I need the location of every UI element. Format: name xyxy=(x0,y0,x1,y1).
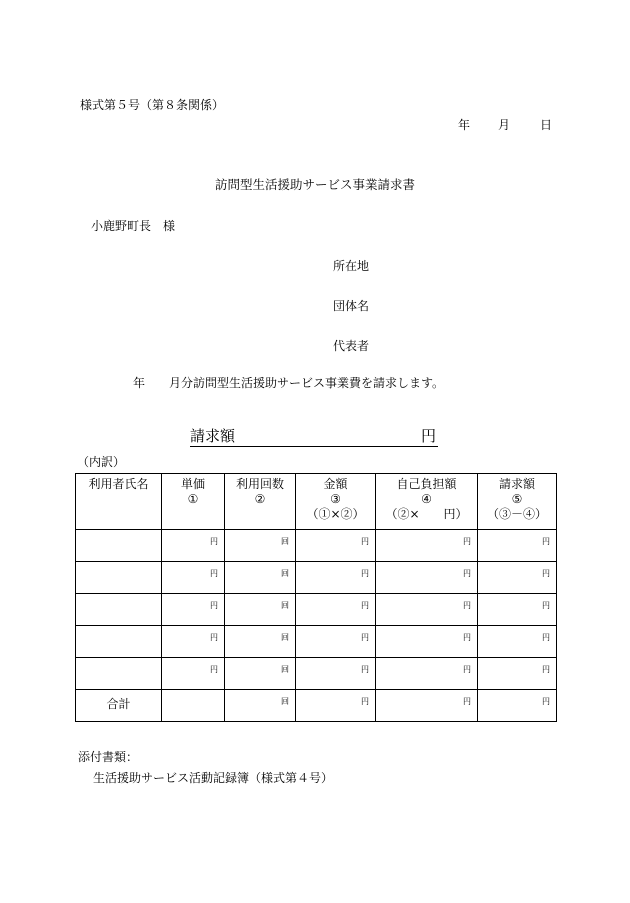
breakdown-label: （内訳） xyxy=(77,455,126,469)
table-cell-unit: 円 xyxy=(296,658,376,690)
date-day: 日 xyxy=(540,118,553,132)
table-cell-unit: 円 xyxy=(478,594,557,626)
table-cell-unit: 回 xyxy=(225,562,296,594)
column-header xyxy=(296,474,376,530)
table-cell-unit: 円 xyxy=(162,594,225,626)
total-cell-unit: 円 xyxy=(478,690,557,722)
table-cell-unit: 円 xyxy=(296,594,376,626)
table-cell-unit: 円 xyxy=(478,626,557,658)
table-cell-unit: 回 xyxy=(225,626,296,658)
column-header-line: ① xyxy=(187,492,199,506)
column-header-line: ③ xyxy=(330,492,341,506)
table-cell-unit: 円 xyxy=(376,626,478,658)
table-row xyxy=(76,626,557,658)
table-cell-unit: 円 xyxy=(162,658,225,690)
total-cell-unit: 円 xyxy=(376,690,478,722)
form-number: 様式第５号（第８条関係） xyxy=(80,98,225,112)
column-header-line: 自己負担額 xyxy=(396,477,457,491)
table-cell-unit: 円 xyxy=(162,530,225,562)
addressee: 小鹿野町長 様 xyxy=(91,219,176,233)
table-cell-unit: 回 xyxy=(225,594,296,626)
breakdown-table xyxy=(75,473,557,722)
user-name-cell xyxy=(76,658,162,690)
table-cell-unit: 円 xyxy=(376,530,478,562)
user-name-cell xyxy=(76,530,162,562)
attachment-item: 生活援助サービス活動記録簿（様式第４号） xyxy=(93,771,334,785)
total-label: 合計 xyxy=(76,690,162,722)
table-row xyxy=(76,562,557,594)
amount-line xyxy=(190,428,438,447)
date-line xyxy=(458,118,552,132)
column-header-line: 利用回数 xyxy=(235,477,284,491)
user-name-cell xyxy=(76,562,162,594)
table-cell-unit: 円 xyxy=(478,562,557,594)
field-address: 所在地 xyxy=(333,259,370,273)
table-cell-unit: 円 xyxy=(162,562,225,594)
column-header xyxy=(376,474,478,530)
column-header xyxy=(76,474,162,530)
user-name-cell xyxy=(76,594,162,626)
field-organization: 団体名 xyxy=(333,299,370,313)
date-month: 月 xyxy=(498,118,511,132)
table-cell-unit: 円 xyxy=(478,658,557,690)
column-header-line: （②× 円） xyxy=(385,507,468,521)
table-row xyxy=(76,530,557,562)
table-cell-unit: 円 xyxy=(162,626,225,658)
table-total-row xyxy=(76,690,557,722)
table-cell-unit: 円 xyxy=(296,562,376,594)
table-cell-unit: 回 xyxy=(225,658,296,690)
table-cell-unit: 円 xyxy=(376,562,478,594)
table-row xyxy=(76,594,557,626)
column-header-line: 請求額 xyxy=(498,477,535,491)
column-header-line: ④ xyxy=(421,492,432,506)
date-year: 年 xyxy=(458,118,471,132)
column-header-line: 単価 xyxy=(180,477,205,491)
total-cell-unit: 円 xyxy=(296,690,376,722)
total-cell-unit: 回 xyxy=(225,690,296,722)
table-cell-unit: 円 xyxy=(296,530,376,562)
column-header xyxy=(478,474,557,530)
column-header-line: 金額 xyxy=(323,477,348,491)
column-header-line: ② xyxy=(254,492,266,506)
column-header-line: ⑤ xyxy=(511,492,523,506)
total-cell-unit xyxy=(162,690,225,722)
attachments-title: 添付書類： xyxy=(78,750,139,764)
document-title: 訪問型生活援助サービス事業請求書 xyxy=(214,177,415,192)
table-cell-unit: 回 xyxy=(225,530,296,562)
field-representative: 代表者 xyxy=(333,339,370,353)
table-cell-unit: 円 xyxy=(376,658,478,690)
table-cell-unit: 円 xyxy=(478,530,557,562)
column-header xyxy=(162,474,225,530)
table-cell-unit: 円 xyxy=(376,594,478,626)
table-row xyxy=(76,658,557,690)
table-header-row xyxy=(76,474,557,530)
amount-label: 請求額 xyxy=(190,427,236,445)
table-cell-unit: 円 xyxy=(296,626,376,658)
request-statement: 年 月分訪問型生活援助サービス事業費を請求します。 xyxy=(133,376,445,390)
amount-unit: 円 xyxy=(420,427,436,445)
column-header-line: 利用者氏名 xyxy=(88,477,149,491)
column-header-line: （③－④） xyxy=(486,507,547,521)
column-header xyxy=(225,474,296,530)
column-header-line: （①×②） xyxy=(306,507,365,521)
user-name-cell xyxy=(76,626,162,658)
